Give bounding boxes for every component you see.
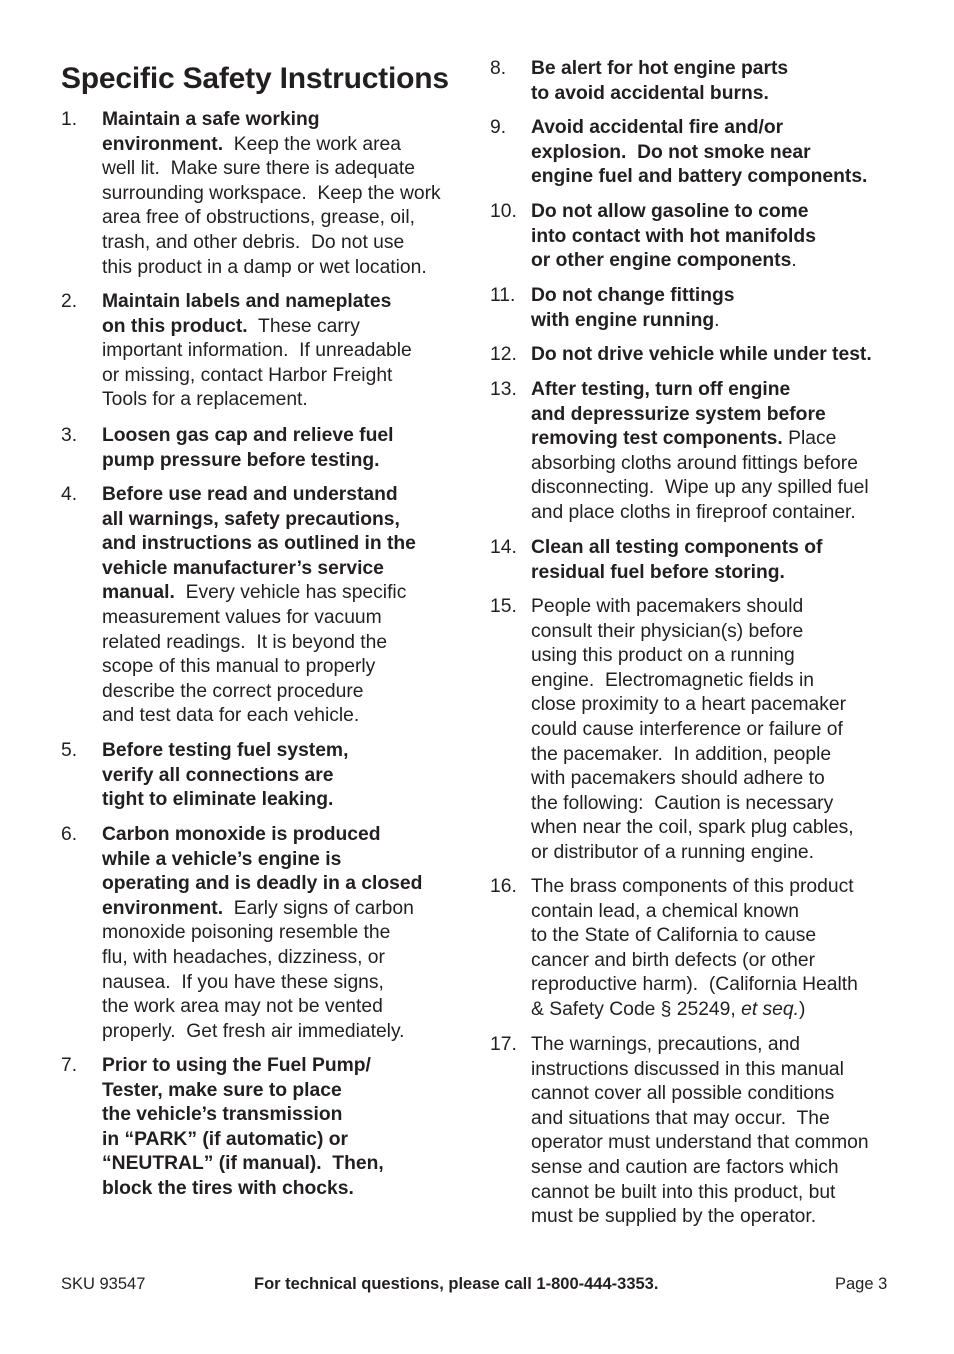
list-item-number: 10. bbox=[490, 201, 517, 222]
text-run: or distributor of a running engine. bbox=[531, 841, 814, 863]
text-line bbox=[102, 339, 412, 364]
text-run: Prior to using the Fuel Pump/ bbox=[102, 1055, 371, 1076]
text-line bbox=[102, 946, 422, 971]
text-run: cancer and birth defects (or other bbox=[531, 949, 816, 971]
text-line bbox=[531, 1181, 869, 1206]
text-line bbox=[531, 1131, 869, 1156]
list-item-text bbox=[531, 284, 735, 333]
text-run: Do not change fittings bbox=[531, 285, 735, 306]
text-line bbox=[531, 165, 867, 190]
text-line bbox=[102, 680, 416, 705]
text-line bbox=[102, 995, 422, 1020]
text-run: explosion. Do not smoke near bbox=[531, 141, 811, 163]
text-run: sense and caution are factors which bbox=[531, 1156, 839, 1178]
text-run: . bbox=[791, 250, 797, 272]
text-line bbox=[102, 206, 441, 231]
text-line bbox=[102, 157, 441, 182]
text-line bbox=[531, 249, 816, 274]
text-run: People with pacemakers should bbox=[531, 596, 804, 617]
text-run: all warnings, safety precautions, bbox=[102, 508, 400, 530]
text-line bbox=[102, 108, 441, 133]
text-line bbox=[102, 1103, 384, 1128]
text-line bbox=[102, 1177, 384, 1202]
text-line bbox=[531, 403, 869, 428]
text-line bbox=[531, 693, 854, 718]
text-line bbox=[102, 606, 416, 631]
text-line bbox=[531, 284, 735, 309]
text-run: trash, and other debris. Do not use bbox=[102, 231, 405, 253]
list-item-text bbox=[531, 116, 867, 190]
text-run: Loosen gas cap and relieve fuel bbox=[102, 425, 394, 446]
text-run: ) bbox=[799, 998, 806, 1020]
text-run: area free of obstructions, grease, oil, bbox=[102, 207, 415, 229]
text-line bbox=[531, 998, 858, 1023]
text-run: and situations that may occur. The bbox=[531, 1107, 830, 1129]
text-run: vehicle manufacturer’s service bbox=[102, 557, 384, 579]
text-run: the following: Caution is necessary bbox=[531, 792, 834, 814]
text-line bbox=[531, 1033, 869, 1058]
text-run: environment. bbox=[102, 133, 224, 155]
text-line bbox=[531, 900, 858, 925]
text-run: related readings. It is beyond the bbox=[102, 631, 388, 653]
text-line bbox=[102, 631, 416, 656]
text-run: to the State of California to cause bbox=[531, 925, 817, 947]
text-line bbox=[531, 427, 869, 452]
text-run: instructions discussed in this manual bbox=[531, 1058, 844, 1080]
list-item-number: 3. bbox=[61, 425, 78, 446]
text-line bbox=[531, 816, 854, 841]
list-item-number: 5. bbox=[61, 740, 78, 761]
text-run: must be supplied by the operator. bbox=[531, 1206, 817, 1228]
text-line bbox=[531, 476, 869, 501]
list-item-number: 2. bbox=[61, 291, 78, 312]
text-run: contain lead, a chemical known bbox=[531, 900, 799, 922]
text-run: Early signs of carbon bbox=[223, 897, 414, 919]
text-line bbox=[102, 581, 416, 606]
list-item-text bbox=[102, 1054, 384, 1202]
text-run: removing test components. bbox=[531, 428, 783, 450]
text-run: into contact with hot manifolds bbox=[531, 225, 816, 247]
text-line bbox=[531, 116, 867, 141]
text-run: monoxide poisoning resemble the bbox=[102, 922, 391, 944]
text-run: Do not drive vehicle while under test. bbox=[531, 344, 872, 365]
text-run: and instructions as outlined in the bbox=[102, 533, 416, 555]
text-line bbox=[531, 595, 854, 620]
list-item-text bbox=[531, 875, 858, 1023]
text-line bbox=[102, 655, 416, 680]
text-line bbox=[102, 788, 348, 813]
text-run: engine fuel and battery components. bbox=[531, 166, 868, 188]
list-item-text bbox=[531, 378, 869, 526]
text-run: Avoid accidental fire and/or bbox=[531, 117, 784, 138]
list-item-text bbox=[531, 57, 788, 106]
text-run: residual fuel before storing. bbox=[531, 561, 785, 583]
list-item-text bbox=[102, 424, 393, 473]
text-line bbox=[102, 231, 441, 256]
list-item-text bbox=[102, 483, 416, 729]
list-item-number: 14. bbox=[490, 537, 517, 558]
text-run: and depressurize system before bbox=[531, 403, 826, 425]
text-run: reproductive harm). (California Health bbox=[531, 974, 858, 996]
text-run: Maintain a safe working bbox=[102, 109, 320, 130]
list-item-text bbox=[531, 200, 816, 274]
text-line bbox=[531, 141, 867, 166]
text-run: engine. Electromagnetic fields in bbox=[531, 669, 814, 691]
list-item-text bbox=[531, 343, 872, 368]
text-line bbox=[531, 501, 869, 526]
text-line bbox=[102, 424, 393, 449]
text-line bbox=[102, 823, 422, 848]
list-item-text bbox=[102, 290, 412, 413]
text-line bbox=[102, 921, 422, 946]
text-run: et seq. bbox=[741, 998, 799, 1020]
text-line bbox=[531, 82, 788, 107]
text-line bbox=[531, 57, 788, 82]
text-line bbox=[531, 792, 854, 817]
footer-tech-support: For technical questions, please call 1-800-444-3353. bbox=[254, 1275, 659, 1293]
text-run: and test data for each vehicle. bbox=[102, 705, 360, 727]
text-run: close proximity to a heart pacemaker bbox=[531, 694, 847, 716]
text-line bbox=[531, 1058, 869, 1083]
text-run: Carbon monoxide is produced bbox=[102, 824, 381, 845]
list-item-text bbox=[102, 823, 422, 1044]
list-item-number: 12. bbox=[490, 344, 517, 365]
text-run: The warnings, precautions, and bbox=[531, 1034, 801, 1055]
text-line bbox=[102, 483, 416, 508]
list-item-number: 17. bbox=[490, 1034, 517, 1055]
text-run: the work area may not be vented bbox=[102, 996, 383, 1018]
text-run: . bbox=[714, 309, 720, 331]
list-item-number: 16. bbox=[490, 876, 517, 897]
text-run: the pacemaker. In addition, people bbox=[531, 743, 832, 765]
text-line bbox=[531, 343, 872, 368]
text-line bbox=[102, 532, 416, 557]
text-line bbox=[102, 449, 393, 474]
text-run: using this product on a running bbox=[531, 645, 795, 667]
text-run: or other engine components bbox=[531, 250, 792, 272]
text-line bbox=[531, 767, 854, 792]
page-title: Specific Safety Instructions bbox=[61, 62, 449, 95]
text-run: Tools for a replacement. bbox=[102, 389, 308, 411]
list-item-number: 6. bbox=[61, 824, 78, 845]
text-run: this product in a damp or wet location. bbox=[102, 256, 427, 278]
text-line bbox=[531, 1156, 869, 1181]
text-run: operator must understand that common bbox=[531, 1132, 869, 1154]
text-line bbox=[531, 949, 858, 974]
text-line bbox=[102, 557, 416, 582]
list-item-number: 11. bbox=[490, 285, 516, 306]
text-line bbox=[102, 971, 422, 996]
text-run: cannot be built into this product, but bbox=[531, 1181, 836, 1203]
text-line bbox=[531, 924, 858, 949]
text-run: Before use read and understand bbox=[102, 484, 398, 505]
text-line bbox=[531, 644, 854, 669]
text-run: Do not allow gasoline to come bbox=[531, 201, 809, 222]
text-run: These carry bbox=[247, 315, 360, 337]
text-run: Clean all testing components of bbox=[531, 537, 823, 558]
text-line bbox=[531, 561, 822, 586]
text-line bbox=[102, 897, 422, 922]
text-line bbox=[102, 133, 441, 158]
text-run: disconnecting. Wipe up any spilled fuel bbox=[531, 477, 869, 499]
text-run: block the tires with chocks. bbox=[102, 1177, 354, 1199]
footer-sku: SKU 93547 bbox=[61, 1275, 146, 1293]
text-run: operating and is deadly in a closed bbox=[102, 873, 423, 895]
text-line bbox=[531, 200, 816, 225]
text-run: After testing, turn off engine bbox=[531, 379, 791, 400]
text-line bbox=[531, 452, 869, 477]
text-run: verify all connections are bbox=[102, 764, 334, 786]
text-run: Keep the work area bbox=[223, 133, 401, 155]
list-item-text bbox=[531, 595, 854, 866]
text-line bbox=[531, 743, 854, 768]
text-run: flu, with headaches, dizziness, or bbox=[102, 946, 385, 968]
text-line bbox=[102, 1079, 384, 1104]
text-run: scope of this manual to properly bbox=[102, 656, 376, 678]
text-run: measurement values for vacuum bbox=[102, 606, 382, 628]
text-run: Every vehicle has specific bbox=[174, 582, 407, 604]
text-run: environment. bbox=[102, 897, 224, 919]
list-item-number: 9. bbox=[490, 117, 507, 138]
text-run: nausea. If you have these signs, bbox=[102, 971, 384, 993]
text-run: Tester, make sure to place bbox=[102, 1079, 342, 1101]
list-item-text bbox=[531, 1033, 869, 1230]
list-item-text bbox=[102, 108, 441, 280]
text-line bbox=[531, 1205, 869, 1230]
text-run: “NEUTRAL” (if manual). Then, bbox=[102, 1153, 384, 1175]
text-run: absorbing cloths around fittings before bbox=[531, 452, 858, 474]
text-line bbox=[102, 315, 412, 340]
text-line bbox=[531, 378, 869, 403]
text-line bbox=[531, 536, 822, 561]
text-run: & Safety Code § 25249, bbox=[531, 998, 742, 1020]
text-line bbox=[102, 182, 441, 207]
text-line bbox=[102, 764, 348, 789]
text-line bbox=[102, 364, 412, 389]
list-item-number: 1. bbox=[61, 109, 78, 130]
list-item-number: 8. bbox=[490, 58, 507, 79]
text-line bbox=[531, 1082, 869, 1107]
text-line bbox=[531, 669, 854, 694]
text-run: cannot cover all possible conditions bbox=[531, 1083, 835, 1105]
text-line bbox=[102, 290, 412, 315]
text-line bbox=[531, 309, 735, 334]
text-line bbox=[102, 1152, 384, 1177]
text-run: the vehicle’s transmission bbox=[102, 1104, 343, 1126]
text-line bbox=[531, 875, 858, 900]
list-item-number: 7. bbox=[61, 1055, 78, 1076]
text-run: with engine running bbox=[531, 309, 715, 331]
list-item-text bbox=[102, 739, 348, 813]
text-line bbox=[102, 704, 416, 729]
text-line bbox=[102, 1054, 384, 1079]
text-run: when near the coil, spark plug cables, bbox=[531, 817, 854, 839]
text-run: in “PARK” (if automatic) or bbox=[102, 1128, 349, 1150]
text-line bbox=[102, 256, 441, 281]
text-run: Be alert for hot engine parts bbox=[531, 58, 789, 79]
text-run: Before testing fuel system, bbox=[102, 740, 349, 761]
text-run: or missing, contact Harbor Freight bbox=[102, 364, 393, 386]
text-run: Place bbox=[782, 428, 837, 450]
text-line bbox=[102, 508, 416, 533]
text-run: properly. Get fresh air immediately. bbox=[102, 1020, 405, 1042]
text-run: and place cloths in fireproof container. bbox=[531, 501, 856, 523]
text-run: manual. bbox=[102, 582, 175, 604]
text-line bbox=[102, 872, 422, 897]
text-run: on this product. bbox=[102, 315, 248, 337]
text-run: The brass components of this product bbox=[531, 876, 854, 897]
text-line bbox=[102, 848, 422, 873]
text-run: describe the correct procedure bbox=[102, 680, 364, 702]
footer-page-number: Page 3 bbox=[835, 1275, 888, 1293]
text-line bbox=[531, 1107, 869, 1132]
text-line bbox=[531, 841, 854, 866]
list-item-text bbox=[531, 536, 822, 585]
list-item-number: 13. bbox=[490, 379, 517, 400]
text-run: consult their physician(s) before bbox=[531, 620, 804, 642]
text-run: well lit. Make sure there is adequate bbox=[102, 158, 415, 180]
text-run: could cause interference or failure of bbox=[531, 718, 843, 740]
text-run: important information. If unreadable bbox=[102, 340, 412, 362]
text-line bbox=[531, 225, 816, 250]
text-line bbox=[102, 739, 348, 764]
list-item-number: 15. bbox=[490, 596, 517, 617]
text-line bbox=[531, 620, 854, 645]
text-line bbox=[531, 973, 858, 998]
text-run: pump pressure before testing. bbox=[102, 449, 380, 471]
text-line bbox=[102, 1020, 422, 1045]
text-line bbox=[102, 388, 412, 413]
text-line bbox=[531, 718, 854, 743]
text-run: tight to eliminate leaking. bbox=[102, 789, 334, 811]
text-run: to avoid accidental burns. bbox=[531, 82, 769, 104]
text-line bbox=[102, 1128, 384, 1153]
text-run: Maintain labels and nameplates bbox=[102, 291, 392, 312]
text-run: with pacemakers should adhere to bbox=[531, 768, 825, 790]
text-run: surrounding workspace. Keep the work bbox=[102, 182, 441, 204]
text-run: while a vehicle’s engine is bbox=[102, 848, 342, 870]
list-item-number: 4. bbox=[61, 484, 78, 505]
